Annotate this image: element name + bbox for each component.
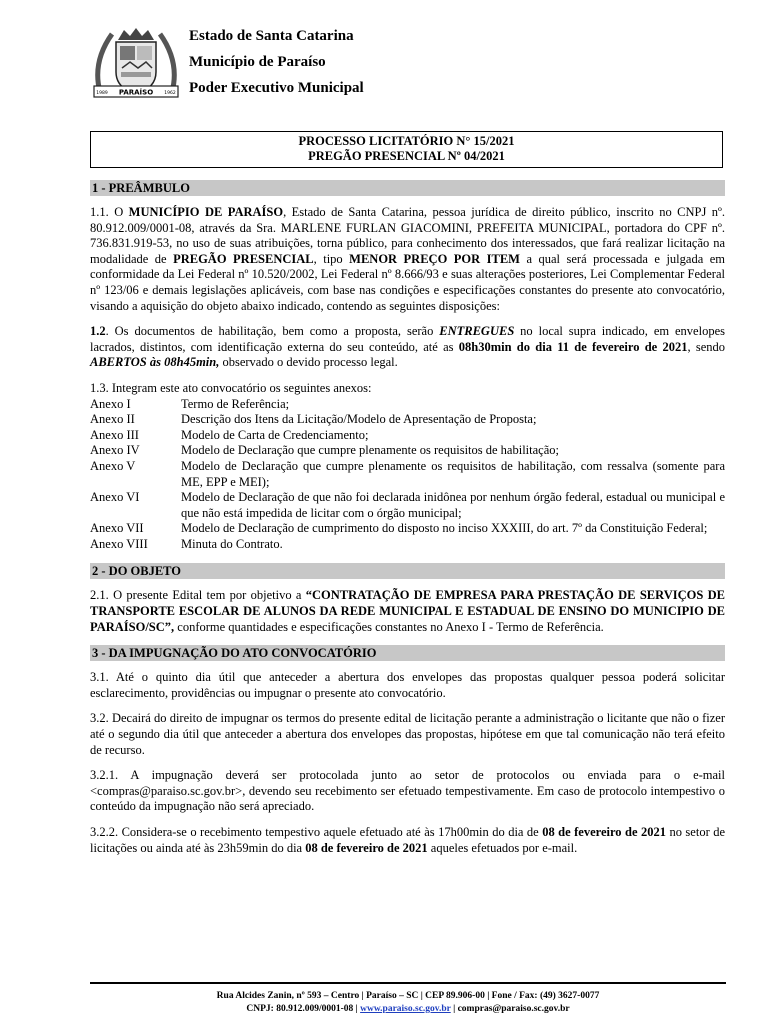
footer xyxy=(90,990,726,1016)
annex-item: Anexo V Modelo de Declaração que cumpre plenamente os requisitos de habilitação, com ressalva (somente para ME, EPP e MEI); xyxy=(90,458,725,489)
annex-item: Anexo VII Modelo de Declaração de cumprimento do disposto no inciso XXXIII, do art. 7º da Constituição Federal; xyxy=(90,521,708,536)
footer-divider xyxy=(90,982,726,984)
letterhead xyxy=(189,24,364,102)
crest-label: PARAÍSO xyxy=(118,88,154,97)
annex-item: Anexo VI Modelo de Declaração de que não foi declarada inidônea por nenhum órgão federal, estadual ou municipal e que não está impedida de licitar com o órgão municipal; xyxy=(90,490,725,520)
letterhead-executive: Poder Executivo Municipal xyxy=(189,80,364,96)
crest-year-right: 1962 xyxy=(164,91,176,96)
document-body xyxy=(90,180,725,866)
section-objeto-heading: 2 - DO OBJETO xyxy=(90,563,725,579)
letterhead-state: Estado de Santa Catarina xyxy=(189,28,354,44)
paragraph-3-2-1: 3.2.1. A impugnação deverá ser protocolada junto ao setor de protocolos ou enviada para o e-mail <compras@paraiso.sc.gov.br>, devendo seu recebimento ser efetuado tempestivamente. Em caso de protocolo intempestivo o conteúdo da impugnação não será apreciado. xyxy=(90,768,725,814)
crest-year-left: 1989 xyxy=(96,91,108,96)
annex-list xyxy=(90,397,725,553)
paragraph-1-2: 1.2. Os documentos de habilitação, bem como a proposta, serão ENTREGUES no local supra indicado, em envelopes lacrados, distintos, com identificação externa do seu conteúdo, até as 08h30min do dia 11 de fevereiro de 2021, sendo ABERTOS às 08h45min, observado o devido processo legal. xyxy=(90,324,725,370)
annex-item: Anexo I Termo de Referência; xyxy=(90,396,290,411)
process-title-box xyxy=(90,131,723,168)
paragraph-3-2-2: 3.2.2. Considera-se o recebimento tempestivo aquele efetuado até às 17h00min do dia de 08 de fevereiro de 2021 no setor de licitações ou ainda até às 23h59min do dia 08 de fevereiro de 2021 aqueles efetuados por e-mail. xyxy=(90,825,725,855)
paragraph-2-1: 2.1. O presente Edital tem por objetivo a “CONTRATAÇÃO DE EMPRESA PARA PRESTAÇÃO DE SERVIÇOS DE TRANSPORTE ESCOLAR DE ALUNOS DA REDE MUNICIPAL E ESTADUAL DE ENSINO DO MUNICIPIO DE PARAÍSO/SC”, conforme quantidades e especificações constantes no Anexo I - Termo de Referência. xyxy=(90,588,725,634)
process-number: PROCESSO LICITATÓRIO N° 15/2021 xyxy=(298,134,515,148)
section-impugnacao-heading: 3 - DA IMPUGNAÇÃO DO ATO CONVOCATÓRIO xyxy=(90,645,725,661)
footer-address: Rua Alcides Zanin, nº 593 – Centro | Paraíso – SC | CEP 89.906-00 | Fone / Fax: (49) 3627-0077 xyxy=(216,991,600,1001)
annex-item: Anexo II Descrição dos Itens da Licitação/Modelo de Apresentação de Proposta; xyxy=(90,412,537,427)
annex-item: Anexo IV Modelo de Declaração que cumpre plenamente os requisitos de habilitação; xyxy=(90,443,559,458)
paragraph-3-1: 3.1. Até o quinto dia útil que anteceder a abertura dos envelopes das propostas qualquer pessoa poderá solicitar esclarecimento, providências ou impugnar o presente ato convocatório. xyxy=(90,670,725,700)
section-preambulo-heading: 1 - PREÂMBULO xyxy=(90,180,725,196)
letterhead-municipality: Município de Paraíso xyxy=(189,54,326,70)
municipal-crest-icon xyxy=(90,22,182,104)
paragraph-1-3: 1.3. Integram este ato convocatório os seguintes anexos: xyxy=(90,380,372,395)
footer-contact: CNPJ: 80.912.009/0001-08 | www.paraiso.sc.gov.br | compras@paraiso.sc.gov.br xyxy=(246,1004,570,1014)
paragraph-1-1: 1.1. O MUNICÍPIO DE PARAÍSO, Estado de Santa Catarina, pessoa jurídica de direito público, inscrito no CNPJ nº. 80.912.009/0001-08, através da Sra. MARLENE FURLAN GIACOMINI, PREFEITA MUNICIPAL, portadora do CPF nº. 736.831.919-53, no uso de suas atribuições, torna público, para conhecimento dos interessados, que fará realizar licitação na modalidade de PREGÃO PRESENCIAL, tipo MENOR PREÇO POR ITEM a qual será processada e julgada em conformidade da Lei Federal nº 10.520/2002, Lei Federal nº 8.666/93 e suas alterações posteriores, Lei Complementar Federal nº 123/06 e demais legislações aplicáveis, com base nas condições e especificações constantes do presente ato convocatório, visando a aquisição do objeto abaixo indicado, contendo as seguintes disposições: xyxy=(90,205,726,313)
website-link[interactable]: www.paraiso.sc.gov.br xyxy=(360,1004,451,1014)
annex-item: Anexo III Modelo de Carta de Credenciamento; xyxy=(90,427,369,442)
paragraph-3-2: 3.2. Decairá do direito de impugnar os termos do presente edital de licitação perante a administração o licitante que não o fizer até o segundo dia útil que anteceder a abertura dos envelopes das propostas, hipótese em que tal comunicação não terá efeito de recurso. xyxy=(90,711,725,757)
pregao-number: PREGÃO PRESENCIAL Nº 04/2021 xyxy=(308,149,505,163)
annex-item: Anexo VIII Minuta do Contrato. xyxy=(90,536,283,551)
